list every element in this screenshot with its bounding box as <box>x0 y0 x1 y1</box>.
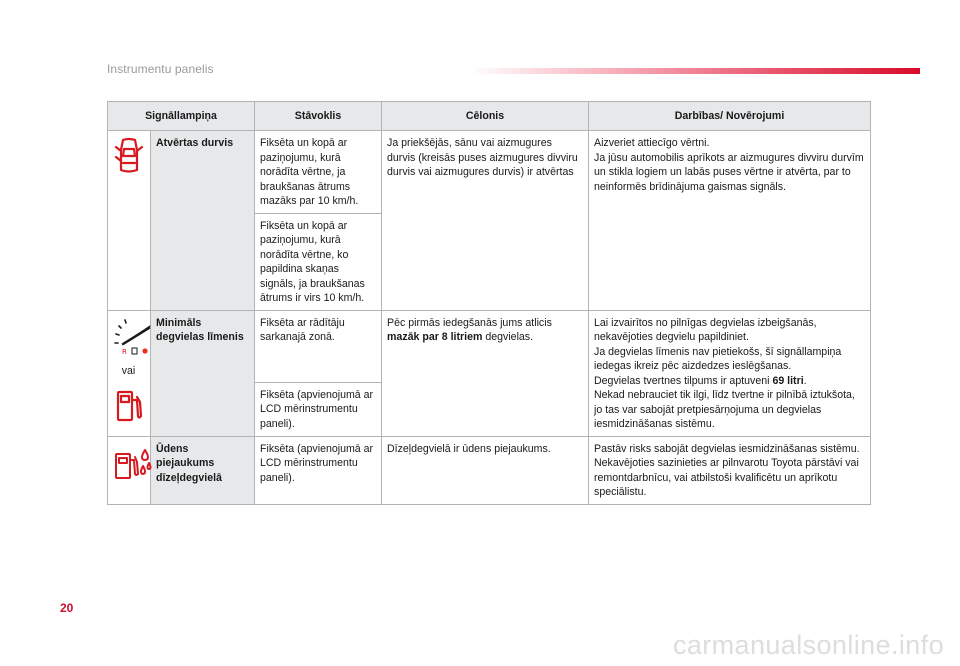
state-cell: Fiksēta ar rādītāju sarkanajā zonā. <box>255 310 382 382</box>
section-title: Instrumentu panelis <box>107 62 214 76</box>
action-cell: Pastāv risks sabojāt degvielas iesmidzināšanas sistēmu. Nekavējoties sazinieties ar pilnvarotu Toyota pārstāvi vai remontdarbnīcu, vai atbilstoši kvalificētu un aprīkotu speciālistu. <box>589 436 871 504</box>
action-text: Lai izvairītos no pilnīgas degvielas izbeigšanās, nekavējoties degvielu papildiniet. Ja degvielas līmenis nav pietiekošs, šī signāllampiņa iedegas ikreiz pēc aizdedzes ieslēgšanas. Degvielas tvertnes tilpums ir aptuveni <box>594 316 842 387</box>
svg-text:R: R <box>122 347 127 356</box>
cause-cell <box>382 310 589 436</box>
table-row <box>108 436 871 504</box>
cause-emphasis: mazāk par 8 litriem <box>387 331 483 343</box>
icon-cell <box>108 310 151 436</box>
lamp-name: Ūdens piejaukums dīzeļdegvielā <box>151 436 255 504</box>
watermark: carmanualsonline.info <box>672 630 944 660</box>
table-row <box>108 310 871 382</box>
table-row <box>108 131 871 214</box>
cause-text: degvielas. <box>482 331 534 343</box>
state-cell: Fiksēta (apvienojumā ar LCD mērinstrumentu paneli). <box>255 382 382 436</box>
fuel-gauge-icon <box>113 316 153 356</box>
warning-lamps-table <box>107 101 871 505</box>
header-accent-bar <box>470 68 920 74</box>
column-header-cause: Cēlonis <box>382 102 589 131</box>
cause-cell: Ja priekšējās, sānu vai aizmugures durvis (kreisās puses aizmugures divviru durvis vai aizmugures durvis) ir atvērtas <box>382 131 589 311</box>
column-header-lamp: Signāllampiņa <box>108 102 255 131</box>
state-cell: Fiksēta (apvienojumā ar LCD mērinstrumentu paneli). <box>255 436 382 504</box>
action-emphasis: 69 litri <box>772 374 804 387</box>
action-text: . Nekad nebrauciet tik ilgi, līdz tvertne ir pilnībā iztukšota, jo tas var sabojāt pretpiesārņojuma un degvielas iesmidzināšanas sistēmu. <box>594 374 855 430</box>
cause-text: Pēc pirmās iedegšanās jums atlicis <box>387 316 552 329</box>
open-door-icon <box>114 136 144 176</box>
column-header-state: Stāvoklis <box>255 102 382 131</box>
lamp-name: Atvērtas durvis <box>151 131 255 311</box>
water-in-diesel-icon <box>113 446 153 482</box>
lamp-name: Minimāls degvielas līmenis <box>151 310 255 436</box>
state-cell: Fiksēta un kopā ar paziņojumu, kurā norādīta vērtne, ko papildina skaņas signāls, ja braukšanas ātrums ir virs 10 km/h. <box>255 213 382 310</box>
table-header-row <box>108 102 871 131</box>
icon-cell <box>108 131 151 311</box>
state-cell: Fiksēta un kopā ar paziņojumu, kurā norādīta vērtne, ja braukšanas ātrums mazāks par 10 km/h. <box>255 131 382 214</box>
cause-cell: Dīzeļdegvielā ir ūdens piejaukums. <box>382 436 589 504</box>
column-header-actions: Darbības/ Novērojumi <box>589 102 871 131</box>
action-cell <box>589 310 871 436</box>
action-cell: Aizveriet attiecīgo vērtni. Ja jūsu automobilis aprīkots ar aizmugures divviru durvīm un stikla logiem un labās puses vērtne ir atvērta, par to neinformēs brīdinājuma gaismas signāls. <box>589 131 871 311</box>
icon-cell <box>108 436 151 504</box>
page-number: 20 <box>60 601 74 615</box>
or-label: vai <box>121 364 136 377</box>
fuel-pump-icon <box>114 388 144 424</box>
